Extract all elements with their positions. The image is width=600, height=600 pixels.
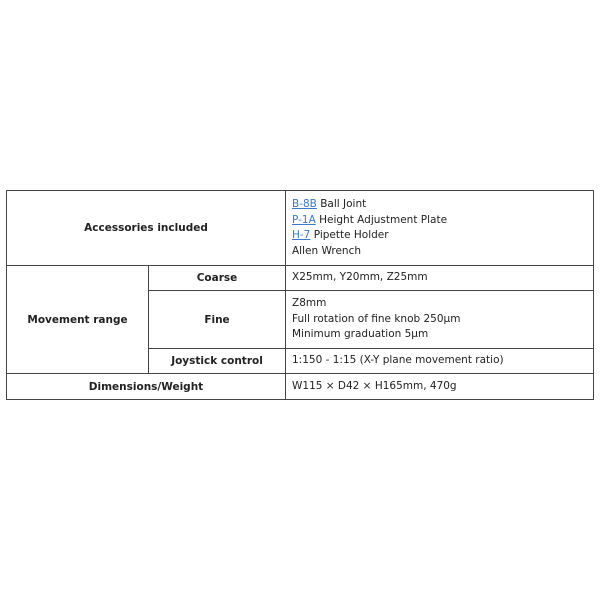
accessory-text: Height Adjustment Plate: [315, 213, 448, 226]
accessory-item: [292, 213, 593, 229]
fine-value: [286, 291, 594, 349]
fine-label: Fine: [149, 291, 286, 349]
accessories-label: Accessories included: [7, 191, 286, 266]
dimensions-value: W115 × D42 × H165mm, 470g: [286, 374, 594, 400]
accessory-item: [292, 197, 593, 213]
accessory-item: Allen Wrench: [292, 244, 362, 257]
accessory-item: [292, 228, 593, 244]
accessory-text: Ball Joint: [316, 198, 367, 210]
movement-range-label: Movement range: [7, 266, 149, 374]
fine-line: Z8mm: [292, 297, 327, 310]
spec-table: [6, 190, 594, 400]
joystick-value: 1:150 - 1:15 (X-Y plane movement ratio): [286, 349, 594, 374]
fine-line: Minimum graduation 5μm: [292, 328, 429, 341]
fine-line: Full rotation of fine knob 250μm: [292, 312, 461, 325]
accessory-link-b8b[interactable]: B-8B: [292, 198, 317, 210]
coarse-value: X25mm, Y20mm, Z25mm: [286, 266, 594, 291]
joystick-label: Joystick control: [149, 349, 286, 374]
dimensions-row: [7, 374, 594, 400]
accessory-link-h7[interactable]: H-7: [292, 229, 311, 241]
accessories-list: [286, 191, 594, 266]
dimensions-label: Dimensions/Weight: [7, 374, 286, 400]
coarse-label: Coarse: [149, 266, 286, 291]
accessories-row: [7, 191, 594, 266]
coarse-row: [7, 266, 594, 291]
accessory-text: Pipette Holder: [310, 229, 389, 241]
accessory-link-p1a[interactable]: P-1A: [292, 213, 316, 226]
